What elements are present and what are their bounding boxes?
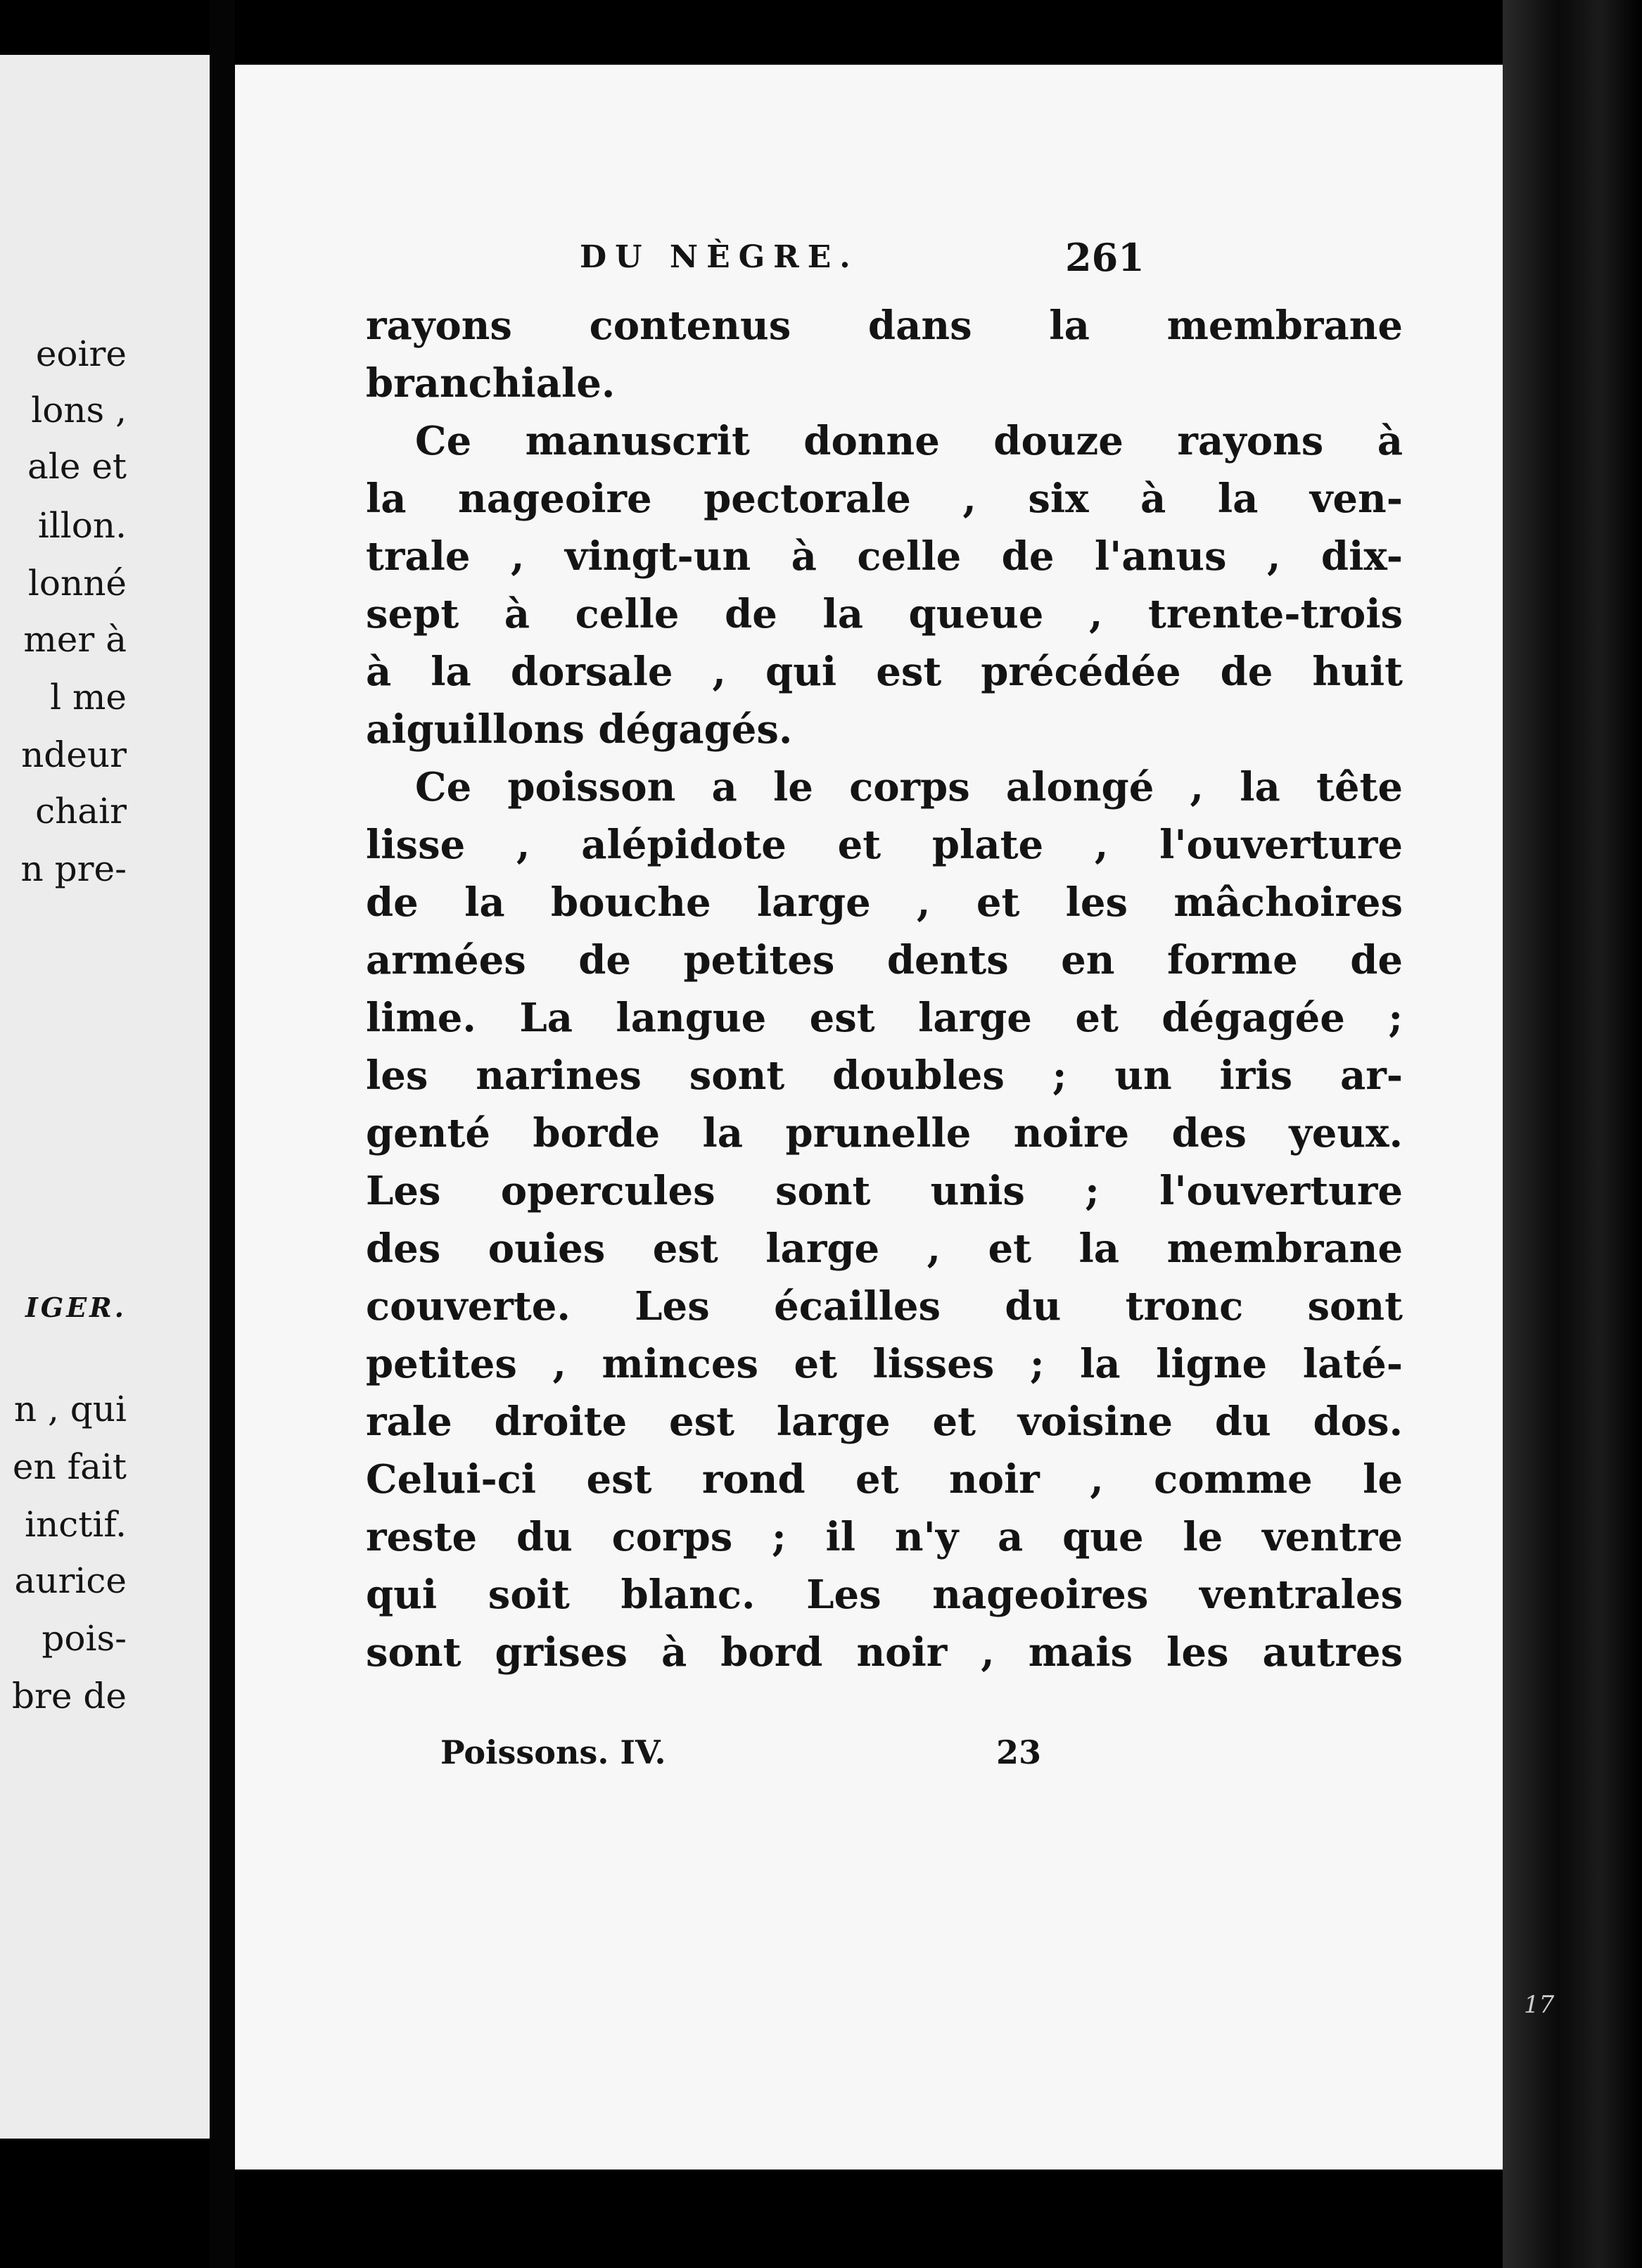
text-line: sont grises à bord noir , mais les autres	[366, 1629, 1403, 1676]
text-line: Celui-ci est rond et noir , comme le	[366, 1456, 1403, 1503]
left-page-line: aurice	[14, 1560, 127, 1601]
left-page-line: mer à	[23, 619, 127, 660]
running-head: DU NÈGRE.	[580, 239, 859, 275]
text-line: branchiale.	[366, 360, 616, 407]
text-line: rale droite est large et voisine du dos.	[366, 1399, 1403, 1445]
left-page-line: bre de	[12, 1676, 127, 1716]
left-page-line: l me	[50, 677, 127, 718]
page-number: 261	[1065, 235, 1145, 280]
paragraph-start-line: Ce poisson a le corps alongé , la tête	[415, 764, 1403, 810]
text-line: petites , minces et lisses ; la ligne laté-	[366, 1341, 1403, 1387]
text-line: armées de petites dents en forme de	[366, 937, 1403, 983]
left-page-line: illon.	[37, 505, 127, 546]
text-line: genté borde la prunelle noire des yeux.	[366, 1110, 1403, 1157]
left-page-line: pois-	[42, 1618, 127, 1659]
text-line: la nageoire pectorale , six à la ven-	[366, 476, 1403, 522]
text-line: de la bouche large , et les mâchoires	[366, 879, 1403, 926]
left-page-line: inctif.	[25, 1504, 127, 1545]
page	[235, 65, 1503, 2170]
text-line: qui soit blanc. Les nageoires ventrales	[366, 1572, 1403, 1618]
text-line: rayons contenus dans la membrane	[366, 302, 1403, 349]
text-line: lisse , alépidote et plate , l'ouverture	[366, 822, 1403, 868]
left-page	[0, 55, 210, 2139]
text-line: trale , vingt-un à celle de l'anus , dix-	[366, 533, 1403, 580]
left-page-line: n pre-	[20, 848, 127, 889]
text-line: aiguillons dégagés.	[366, 706, 793, 753]
text-line: à la dorsale , qui est précédée de huit	[366, 649, 1403, 695]
left-page-line: n , qui	[13, 1389, 127, 1429]
margin-marking: 17	[1524, 1991, 1555, 2019]
text-line: les narines sont doubles ; un iris ar-	[366, 1052, 1403, 1099]
left-page-line: ndeur	[21, 734, 127, 775]
paragraph-start-line: Ce manuscrit donne douze rayons à	[415, 418, 1403, 464]
signature-mark: Poissons. IV.	[440, 1733, 666, 1771]
left-page-line: IGER.	[25, 1292, 127, 1323]
text-line: sept à celle de la queue , trente-trois	[366, 591, 1403, 637]
gathering-number: 23	[996, 1733, 1042, 1771]
text-line: Les opercules sont unis ; l'ouverture	[366, 1168, 1403, 1214]
left-page-line: lons ,	[31, 390, 127, 431]
book-gutter	[210, 0, 235, 2268]
text-line: reste du corps ; il n'y a que le ventre	[366, 1514, 1403, 1560]
text-line: couverte. Les écailles du tronc sont	[366, 1283, 1403, 1330]
left-page-line: en fait	[12, 1446, 127, 1487]
left-page-line: chair	[35, 791, 127, 832]
left-page-line: eoire	[35, 333, 127, 374]
text-line: lime. La langue est large et dégagée ;	[366, 995, 1403, 1041]
left-page-line: lonné	[27, 563, 127, 604]
page-edge	[1503, 0, 1642, 2268]
text-line: des ouies est large , et la membrane	[366, 1225, 1403, 1272]
left-page-line: ale et	[27, 446, 127, 487]
